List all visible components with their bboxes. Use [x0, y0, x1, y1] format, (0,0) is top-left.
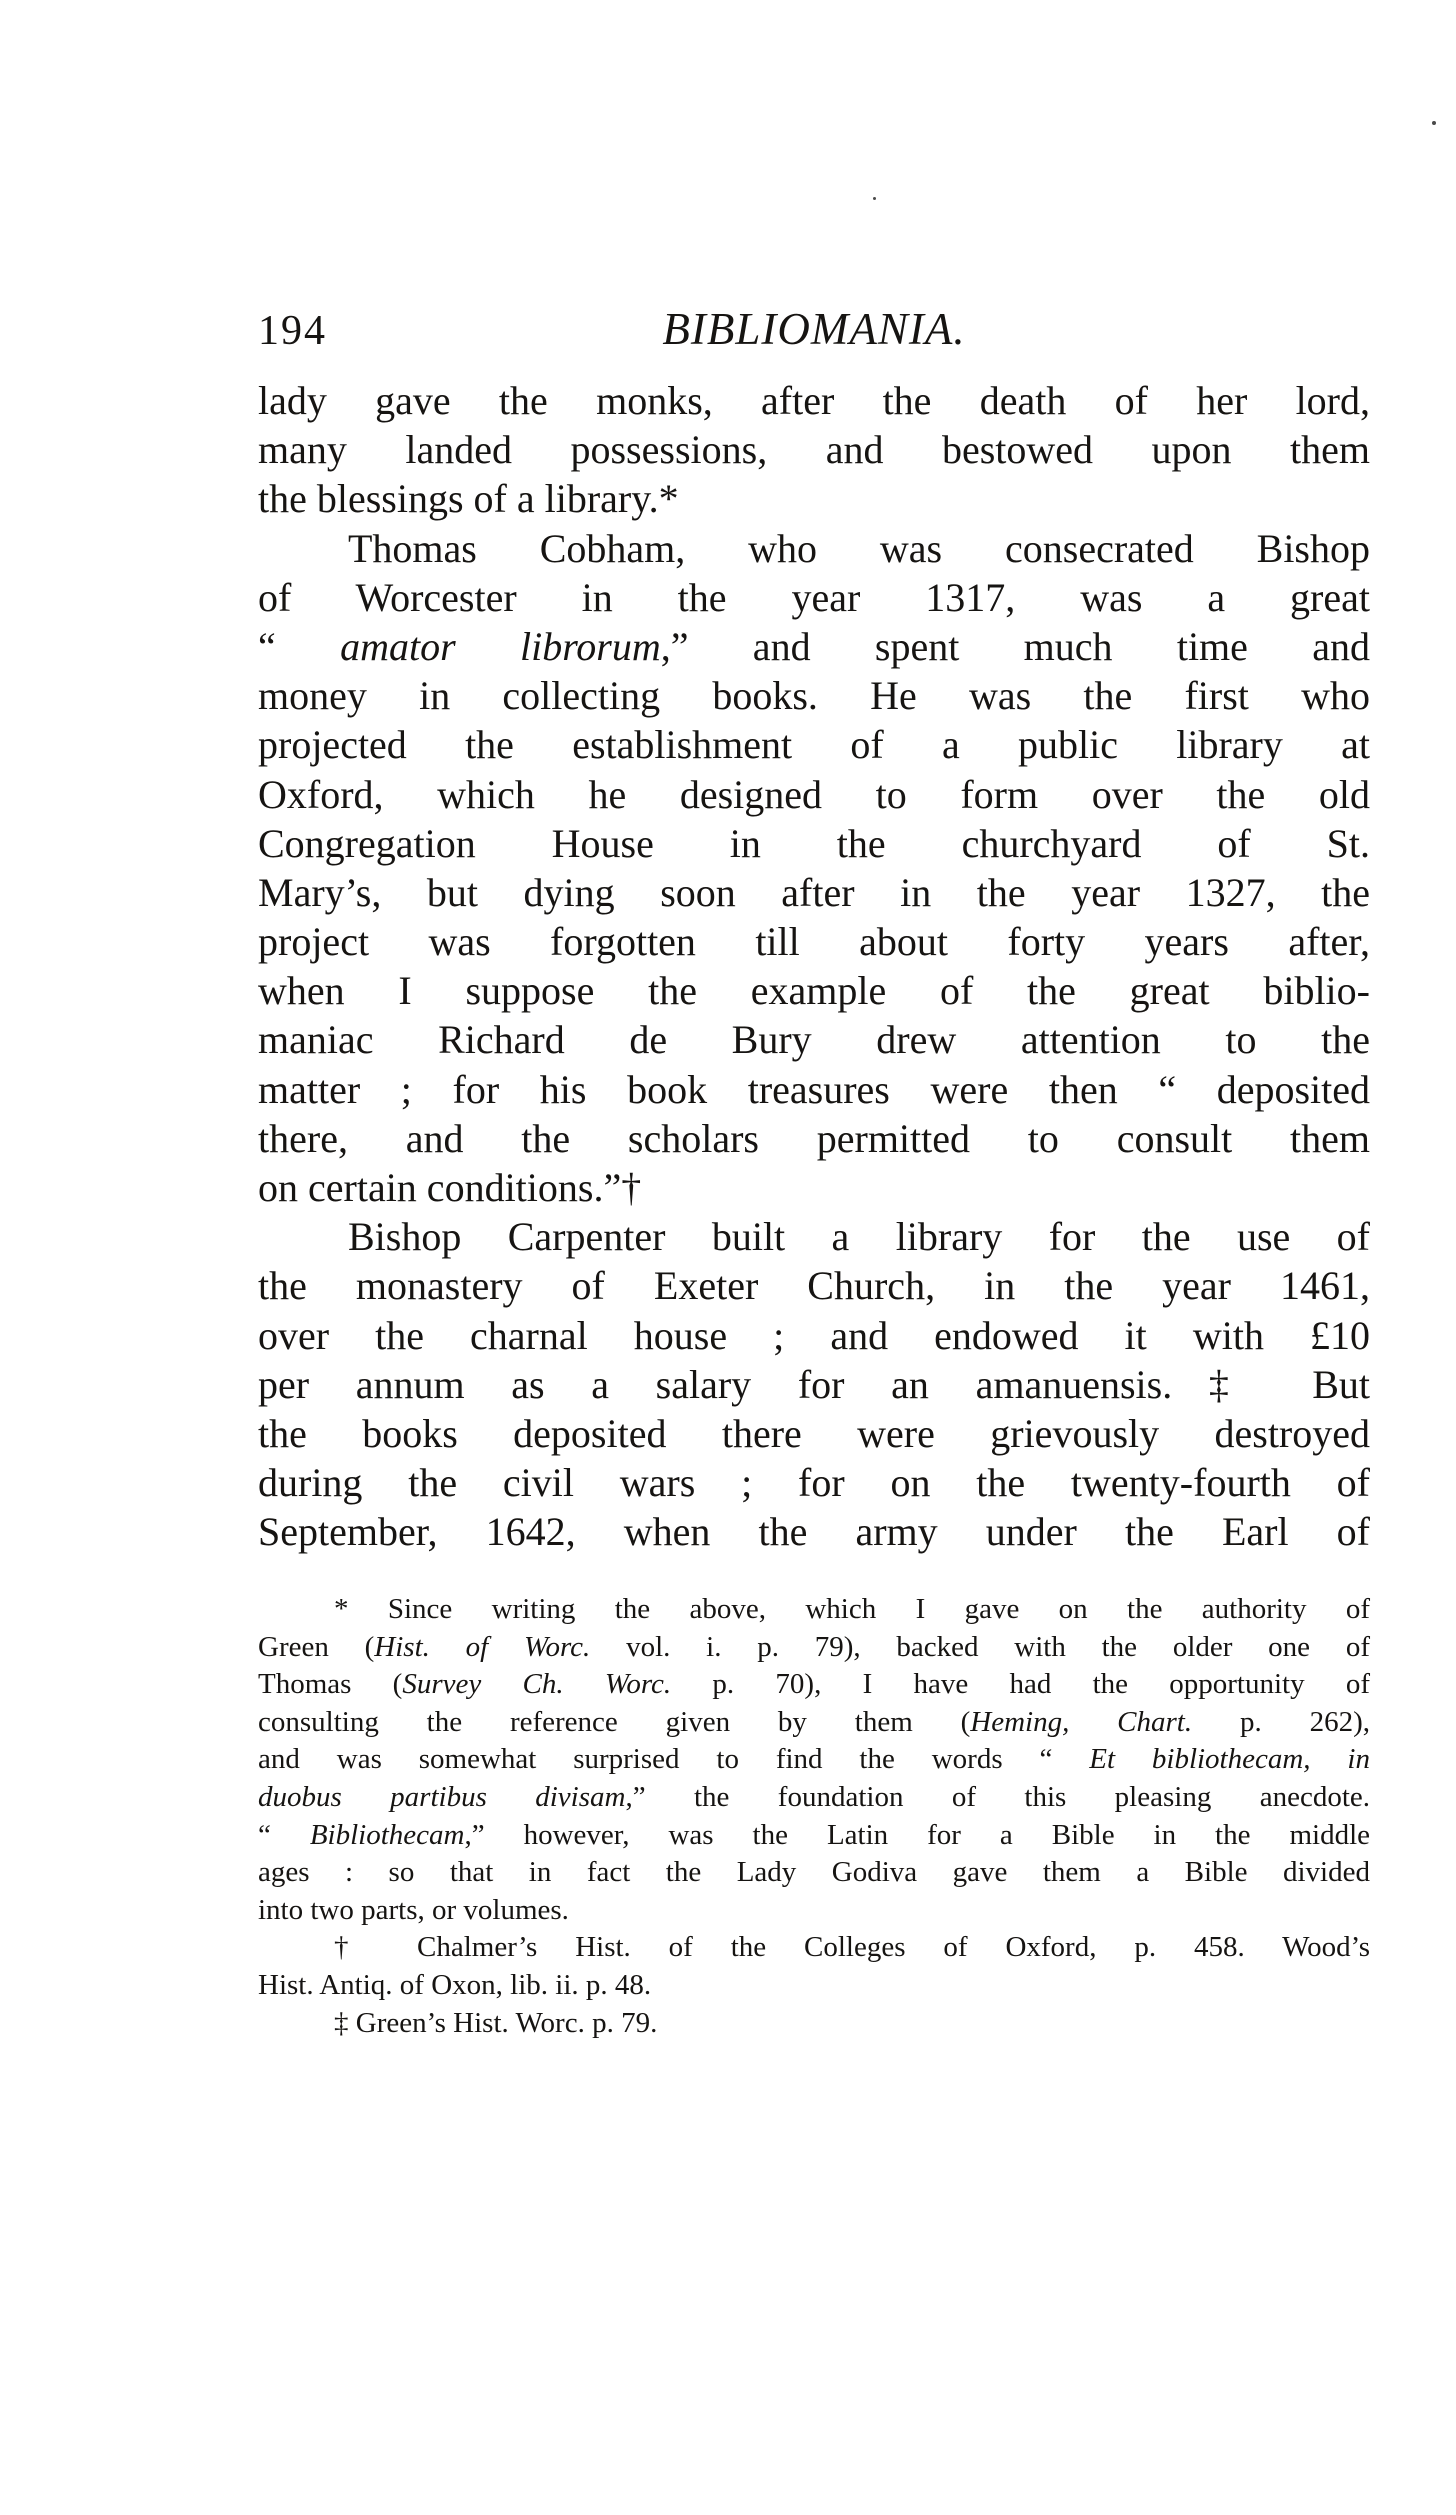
footnote-line — [258, 1666, 1370, 1704]
text-run: “ — [258, 623, 341, 669]
text-run: ‡ Green’s Hist. Worc. p. 79. — [334, 2006, 658, 2039]
running-title: BIBLIOMANIA. — [662, 304, 966, 354]
body-line — [258, 819, 1370, 868]
footnote-line — [258, 1967, 1370, 2005]
text-run: * Since writing the above, which I gave on the authority of — [334, 1593, 1370, 1625]
text-run: per annum as a salary for an amanuensis.‡ But — [258, 1361, 1370, 1407]
body-line — [258, 720, 1370, 769]
footnote-line — [258, 1929, 1370, 1967]
body-line — [258, 425, 1370, 474]
text-run: there, and the scholars permitted to consult them — [258, 1115, 1370, 1161]
body-line — [258, 671, 1370, 720]
scan-speck — [1432, 121, 1436, 125]
footnote-line — [258, 1629, 1370, 1667]
italic-text: Bibliothecam — [309, 1818, 465, 1851]
footnote-line — [258, 1779, 1370, 1817]
body-line — [258, 1458, 1370, 1507]
body-line — [258, 1163, 1370, 1212]
text-run: Congregation House in the churchyard of St. — [258, 820, 1370, 866]
scan-speck — [873, 197, 876, 200]
footnote-line — [258, 1591, 1370, 1629]
text-run: Oxford, which he designed to form over the old — [258, 771, 1370, 817]
text-run: Green ( — [258, 1630, 375, 1663]
text-run: vol. i. p. 79), backed with the older one of — [590, 1630, 1370, 1663]
text-run: Hist. Antiq. of Oxon, lib. ii. p. 48. — [258, 1968, 652, 2001]
body-line — [258, 966, 1370, 1015]
italic-text: Survey Ch. Worc. — [402, 1668, 672, 1701]
text-run: ,” and spent much time and — [660, 623, 1370, 669]
text-run: maniac Richard de Bury drew attention to the — [258, 1017, 1370, 1063]
text-run: p. 70), I have had the opportunity of — [671, 1668, 1371, 1701]
text-run: matter ; for his book treasures were then “ deposited — [258, 1066, 1370, 1112]
body-line — [258, 1212, 1370, 1261]
page-number: 194 — [258, 308, 327, 354]
text-run: the books deposited there were grievously destroyed — [258, 1410, 1370, 1456]
body-line — [258, 1065, 1370, 1114]
body-line — [258, 573, 1370, 622]
footnote-line — [258, 1741, 1370, 1779]
body-line — [258, 917, 1370, 966]
italic-text: Hist. of Worc. — [374, 1630, 591, 1663]
text-run: project was forgotten till about forty years after, — [258, 919, 1370, 965]
text-run: consulting the reference given by them ( — [258, 1705, 971, 1738]
text-run: on certain conditions.”† — [258, 1165, 642, 1210]
text-run: Bishop Carpenter built a library for the use of — [348, 1214, 1370, 1260]
text-run: money in collecting books. He was the first who — [258, 673, 1370, 719]
footnote-line — [258, 1817, 1370, 1855]
footnote-line — [258, 1704, 1370, 1742]
text-run: ,” the foundation of this pleasing anecdote. — [625, 1780, 1370, 1813]
text-run: “ — [258, 1818, 310, 1851]
body-line — [258, 622, 1370, 671]
body-line — [258, 868, 1370, 917]
body-line — [258, 1261, 1370, 1310]
text-run: of Worcester in the year 1317, was a great — [258, 574, 1370, 620]
text-run: † Chalmer’s Hist. of the Colleges of Oxford, p. 458. Wood’s — [334, 1931, 1370, 1964]
text-run: when I suppose the example of the great biblio- — [258, 968, 1370, 1014]
text-run: and was somewhat surprised to find the words “ — [258, 1743, 1090, 1776]
footnote-line — [258, 1854, 1370, 1892]
italic-text: Et bibliothecam, in — [1089, 1743, 1370, 1776]
text-run: ,” however, was the Latin for a Bible in the middle — [464, 1818, 1370, 1851]
italic-text: amator librorum — [340, 623, 661, 669]
text-run: Mary’s, but dying soon after in the year 1327, the — [258, 869, 1370, 915]
body-line — [258, 474, 1370, 523]
running-head — [258, 305, 1370, 357]
body-line — [258, 1311, 1370, 1360]
body-line — [258, 376, 1370, 425]
text-run: lady gave the monks, after the death of her lord, — [258, 378, 1370, 423]
footnote-line — [258, 2005, 1370, 2043]
italic-text: Heming, Chart. — [970, 1705, 1193, 1738]
text-run: Thomas ( — [258, 1668, 403, 1701]
footnote-line — [258, 1892, 1370, 1930]
text-run: into two parts, or volumes. — [258, 1893, 569, 1926]
text-run: during the civil wars ; for on the twenty-fourth of — [258, 1460, 1370, 1506]
text-run: projected the establishment of a public library at — [258, 722, 1370, 768]
footnotes — [258, 1591, 1370, 2042]
body-line — [258, 1360, 1370, 1409]
text-run: over the charnal house ; and endowed it with £10 — [258, 1312, 1370, 1358]
text-run: many landed possessions, and bestowed upon them — [258, 427, 1370, 473]
text-run: the monastery of Exeter Church, in the year 1461, — [258, 1263, 1370, 1309]
body-text — [258, 376, 1370, 1557]
body-line — [258, 524, 1370, 573]
body-line — [258, 1409, 1370, 1458]
body-line — [258, 1507, 1370, 1556]
text-run: the blessings of a library.* — [258, 476, 679, 522]
body-line — [258, 1015, 1370, 1064]
body-line — [258, 770, 1370, 819]
italic-text: duobus partibus divisam — [258, 1780, 626, 1813]
text-run: Thomas Cobham, who was consecrated Bishop — [348, 525, 1370, 571]
text-run: ages : so that in fact the Lady Godiva gave them a Bible divided — [258, 1856, 1370, 1889]
text-run: September, 1642, when the army under the Earl of — [258, 1509, 1370, 1555]
body-line — [258, 1114, 1370, 1163]
text-run: p. 262), — [1192, 1705, 1370, 1738]
